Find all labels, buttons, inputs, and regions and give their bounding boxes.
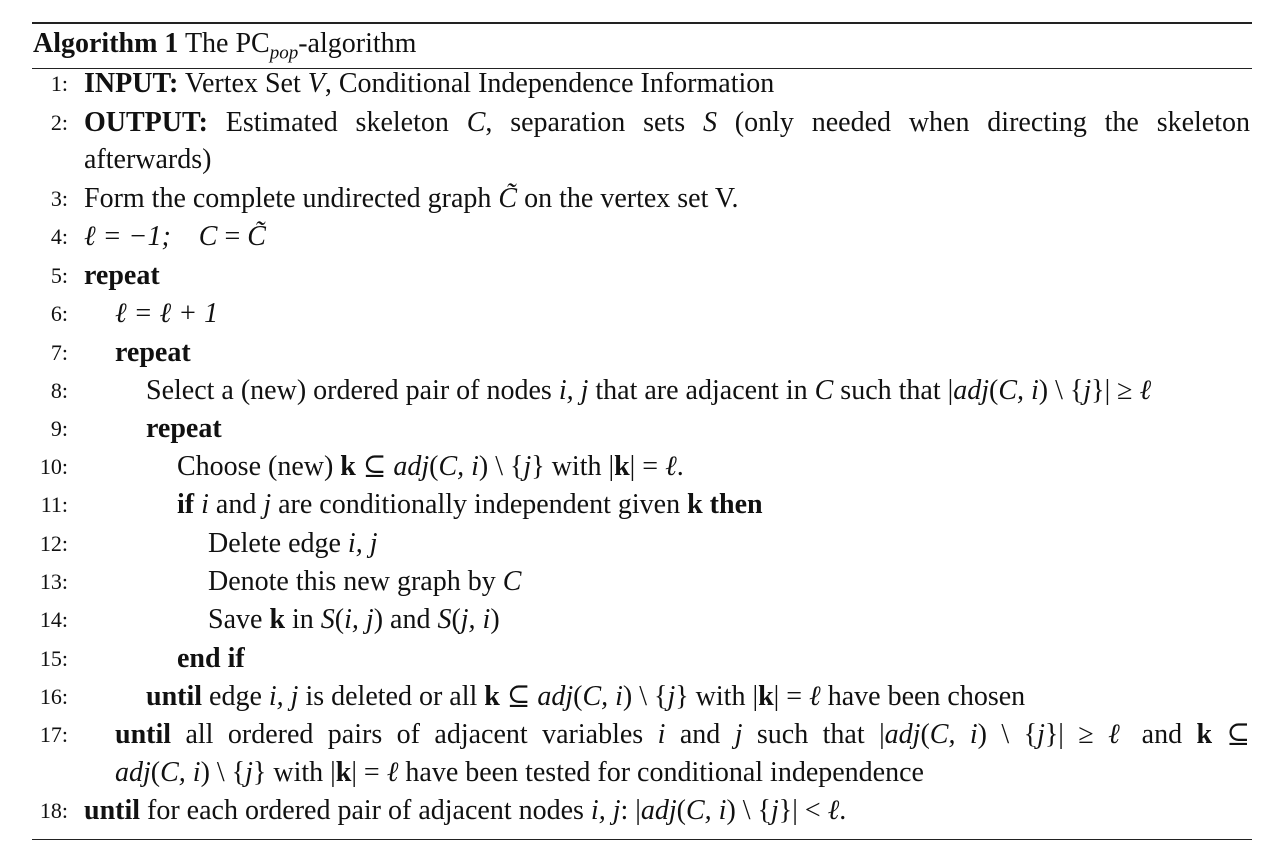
keyword: INPUT: <box>84 68 179 99</box>
line-number: 12: <box>39 531 68 556</box>
keyword: then <box>709 489 763 520</box>
math-symbol: ℓ <box>386 757 399 788</box>
text-segment: are conditionally independent given <box>271 489 688 520</box>
text-segment: }| < <box>778 795 828 826</box>
text-segment: } with | <box>675 681 759 712</box>
text-segment: on the vertex set V. <box>517 183 739 214</box>
text-segment: | = <box>629 451 666 482</box>
text-segment: , separation sets <box>485 107 703 138</box>
text-segment: such that | <box>742 719 885 750</box>
text-segment: ) \ { <box>622 681 668 712</box>
math-symbol: C <box>198 221 218 252</box>
text-segment: ( <box>573 681 583 712</box>
math-symbol: ℓ <box>1139 375 1152 406</box>
text-segment: ( <box>429 451 439 482</box>
text-segment: and <box>208 489 264 520</box>
math-symbol: C, i <box>438 451 479 482</box>
text-segment: edge <box>202 681 269 712</box>
line-text <box>146 372 1151 410</box>
line-text <box>177 640 245 678</box>
line-text <box>208 525 377 563</box>
line-number: 3: <box>50 186 68 211</box>
line-number: 10: <box>39 454 68 479</box>
text-segment: ⊆ <box>499 681 538 712</box>
math-symbol: C, i <box>685 795 727 826</box>
line-number: 8: <box>50 378 68 403</box>
math-symbol: j <box>523 451 532 482</box>
line-text <box>208 563 521 601</box>
text-segment: Choose (new) <box>177 451 341 482</box>
math-symbol: j <box>1037 719 1045 750</box>
text-segment: ⊆ <box>1212 719 1250 750</box>
line-number: 9: <box>50 416 68 441</box>
text-segment: , Conditional Independence Information <box>324 68 775 99</box>
line-text <box>146 678 1025 716</box>
text-segment: ) <box>490 604 500 635</box>
text-segment: in <box>285 604 321 635</box>
text-segment: for each ordered pair of adjacent nodes <box>140 795 591 826</box>
math-symbol: ℓ <box>1108 719 1128 750</box>
text-segment <box>703 489 710 520</box>
keyword: repeat <box>146 413 222 444</box>
line-text <box>84 792 846 830</box>
text-segment: Denote this new graph by <box>208 566 503 597</box>
keyword: if <box>177 489 195 520</box>
text-segment: and <box>665 719 735 750</box>
math-symbol: i <box>201 489 209 520</box>
text-segment: have been tested for conditional independence <box>398 757 924 788</box>
line-number: 17: <box>39 722 68 747</box>
algorithm-label: Algorithm 1 <box>33 28 179 59</box>
bold-vector: k <box>758 681 774 712</box>
line-text <box>115 295 218 333</box>
line-text <box>84 104 1250 142</box>
math-symbol: ℓ <box>809 681 821 712</box>
line-number: 15: <box>39 646 68 671</box>
keyword: until <box>146 681 203 712</box>
math-symbol: C, i <box>160 757 201 788</box>
text-segment: } with | <box>531 451 615 482</box>
math-symbol: j <box>771 795 779 826</box>
math-symbol: ℓ <box>827 795 840 826</box>
text-segment: Estimated skeleton <box>207 107 467 138</box>
text-segment: ) \ { <box>200 757 246 788</box>
text-segment: Delete edge <box>208 528 348 559</box>
bottom-rule <box>32 839 1252 840</box>
math-symbol: i, j <box>268 681 299 712</box>
math-symbol: i, j <box>590 795 621 826</box>
keyword: until <box>115 719 172 750</box>
text-segment: ) \ { <box>478 451 524 482</box>
text-segment: afterwards) <box>84 144 212 175</box>
math-symbol: j <box>734 719 743 750</box>
text-segment: }| ≥ <box>1091 375 1140 406</box>
math-symbol: adj <box>537 681 574 712</box>
line-text <box>84 218 266 256</box>
text-segment: ) and <box>373 604 438 635</box>
text-segment: | = <box>351 757 387 788</box>
math-symbol: j <box>245 757 253 788</box>
math-symbol: C <box>502 566 522 597</box>
text-segment: Select a (new) ordered pair of nodes <box>146 375 559 406</box>
line-number: 6: <box>50 301 68 326</box>
bold-vector: k <box>614 451 630 482</box>
line-number: 14: <box>39 607 68 632</box>
top-rule <box>32 22 1252 24</box>
line-text <box>146 410 222 448</box>
line-text <box>208 601 500 639</box>
text-segment: : | <box>620 795 641 826</box>
text-segment: ( <box>920 719 930 750</box>
line-number: 5: <box>50 263 68 288</box>
math-symbol: ℓ = −1; <box>84 221 199 252</box>
math-symbol: adj <box>884 719 921 750</box>
text-segment: ( <box>676 795 686 826</box>
math-symbol: ℓ <box>665 451 677 482</box>
math-symbol: adj <box>953 375 989 406</box>
text-segment: Form the complete undirected graph <box>84 183 499 214</box>
text-segment: such that | <box>833 375 954 406</box>
line-text <box>177 486 763 524</box>
math-symbol: adj <box>393 451 430 482</box>
line-number: 1: <box>50 71 68 96</box>
math-symbol: i, j <box>344 604 374 635</box>
keyword: end if <box>177 643 245 674</box>
math-symbol: C̃ <box>247 221 266 252</box>
algorithm-title-sub: pop <box>269 42 299 64</box>
text-segment: and <box>1127 719 1197 750</box>
bold-vector: k <box>335 757 352 788</box>
text-segment: ) \ { <box>977 719 1038 750</box>
keyword: until <box>84 795 141 826</box>
bold-vector: k <box>687 489 703 520</box>
text-segment: all ordered pairs of adjacent variables <box>171 719 658 750</box>
line-text <box>115 716 1250 754</box>
algorithm-title-post: -algorithm <box>298 28 417 59</box>
math-symbol: S <box>320 604 335 635</box>
text-segment: Vertex Set <box>178 68 308 99</box>
math-symbol: C, i <box>998 375 1039 406</box>
line-number: 11: <box>40 492 68 517</box>
line-number: 18: <box>39 798 68 823</box>
line-text <box>84 257 160 295</box>
text-segment: ( <box>150 757 161 788</box>
text-segment: is deleted or all <box>298 681 485 712</box>
line-text <box>115 334 191 372</box>
math-symbol: j <box>263 489 272 520</box>
text-segment: | = <box>773 681 810 712</box>
text-segment: ( <box>334 604 345 635</box>
math-symbol: i, j <box>347 528 378 559</box>
math-symbol: C, i <box>929 719 978 750</box>
text-segment: } with | <box>252 757 336 788</box>
bold-vector: k <box>269 604 286 635</box>
bold-vector: k <box>1196 719 1213 750</box>
keyword: OUTPUT: <box>84 107 208 138</box>
math-symbol: j, i <box>460 604 491 635</box>
text-segment: . <box>676 451 684 482</box>
text-segment: ( <box>451 604 461 635</box>
math-symbol: i, j <box>558 375 589 406</box>
line-number: 16: <box>39 684 68 709</box>
math-symbol: C <box>814 375 834 406</box>
text-segment: . <box>839 795 847 826</box>
line-text <box>84 65 774 103</box>
line-text <box>177 448 684 486</box>
line-number: 4: <box>50 224 68 249</box>
text-segment: ) \ { <box>1038 375 1084 406</box>
bold-vector: k <box>484 681 500 712</box>
keyword: repeat <box>84 260 160 291</box>
math-symbol: i <box>657 719 666 750</box>
math-symbol: ℓ = ℓ + 1 <box>115 298 219 329</box>
line-text <box>115 754 924 792</box>
bold-vector: k <box>340 451 356 482</box>
text-segment: ⊆ <box>355 451 394 482</box>
math-symbol: V <box>307 68 325 99</box>
line-number: 7: <box>50 340 68 365</box>
algorithm-title <box>184 28 417 64</box>
line-text <box>84 141 211 179</box>
math-symbol: adj <box>640 795 677 826</box>
math-symbol: C <box>466 107 486 138</box>
text-segment: }| ≥ <box>1044 719 1109 750</box>
math-symbol: S <box>437 604 452 635</box>
math-symbol: adj <box>115 757 151 788</box>
keyword: repeat <box>115 337 191 368</box>
text-segment: that are adjacent in <box>588 375 815 406</box>
text-segment: ( <box>989 375 999 406</box>
math-symbol: C̃ <box>498 183 518 214</box>
math-symbol: j <box>667 681 676 712</box>
math-symbol: j <box>1083 375 1092 406</box>
text-segment: have been chosen <box>820 681 1026 712</box>
line-text <box>84 180 738 218</box>
algorithm-header <box>33 26 416 62</box>
math-symbol: C, i <box>582 681 623 712</box>
algorithm-title-pre: The PC <box>184 28 270 59</box>
text-segment: ) \ { <box>726 795 771 826</box>
line-number: 13: <box>39 569 68 594</box>
line-number: 2: <box>50 110 68 135</box>
math-symbol: S <box>702 107 717 138</box>
text-segment: (only needed when directing the skeleton <box>716 107 1250 138</box>
text-segment: = <box>217 221 248 252</box>
text-segment: Save <box>208 604 270 635</box>
